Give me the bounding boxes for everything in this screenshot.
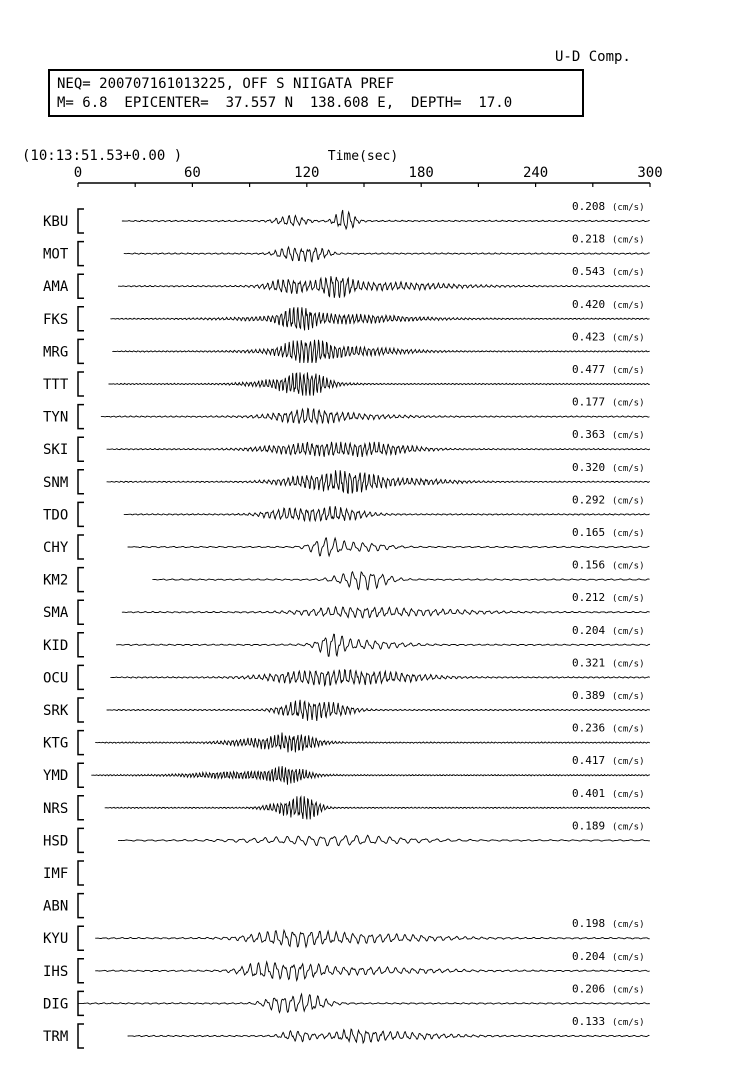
trace-ktg <box>43 722 650 755</box>
station-label: IMF <box>43 866 69 882</box>
peak-amplitude: 0.420 <box>572 297 606 311</box>
waveform <box>105 796 650 819</box>
amplitude-unit: (cm/s) <box>612 789 645 800</box>
trace-bracket <box>78 926 84 950</box>
peak-amplitude: 0.423 <box>572 330 606 344</box>
waveform <box>109 372 650 395</box>
amplitude-unit: (cm/s) <box>612 235 645 246</box>
peak-amplitude: 0.363 <box>572 428 606 442</box>
peak-amplitude: 0.543 <box>572 265 606 279</box>
station-label: MOT <box>43 246 69 263</box>
waveform <box>152 572 649 590</box>
trace-abn <box>43 894 84 918</box>
amplitude-unit: (cm/s) <box>612 985 645 996</box>
amplitude-unit: (cm/s) <box>612 952 645 963</box>
waveform <box>91 766 650 785</box>
peak-amplitude: 0.156 <box>572 558 606 572</box>
trace-tdo <box>43 493 650 526</box>
trace-kyu <box>43 917 650 950</box>
trace-bracket <box>78 731 84 755</box>
station-label: KM2 <box>43 572 69 589</box>
station-label: KYU <box>43 931 69 948</box>
x-tick-label: 180 <box>408 165 434 181</box>
station-label: OCU <box>43 670 69 687</box>
x-tick-label: 60 <box>183 165 201 181</box>
waveform <box>107 470 650 493</box>
amplitude-unit: (cm/s) <box>612 203 645 213</box>
waveform <box>107 442 650 457</box>
trace-ski <box>43 428 650 461</box>
peak-amplitude: 0.218 <box>572 232 606 246</box>
peak-amplitude: 0.292 <box>572 493 606 507</box>
trace-ihs <box>43 950 650 983</box>
station-label: AMA <box>43 279 69 296</box>
waveform <box>110 307 649 330</box>
trace-bracket <box>78 959 84 983</box>
start-time-label: (10:13:51.53+0.00 ) <box>22 148 183 164</box>
trace-dig <box>43 982 650 1015</box>
station-label: FKS <box>43 311 69 328</box>
waveform <box>122 607 650 618</box>
amplitude-unit: (cm/s) <box>612 333 645 344</box>
station-label: NRS <box>43 800 69 817</box>
event-line-2: M= 6.8 EPICENTER= 37.557 N 138.608 E, DEPTH= 17.0 <box>57 95 513 111</box>
amplitude-unit: (cm/s) <box>612 463 645 474</box>
waveform <box>107 700 650 721</box>
trace-bracket <box>78 372 84 396</box>
traces <box>43 200 650 1048</box>
x-tick-label: 240 <box>522 165 549 181</box>
trace-bracket <box>78 633 84 657</box>
peak-amplitude: 0.206 <box>572 982 606 996</box>
trace-chy <box>43 526 649 559</box>
axis-title: Time(sec) <box>327 149 399 164</box>
peak-amplitude: 0.204 <box>572 623 606 637</box>
waveform <box>95 962 650 981</box>
station-label: TTT <box>43 377 69 393</box>
waveform <box>110 670 649 686</box>
trace-bracket <box>78 437 84 461</box>
trace-trm <box>43 1015 649 1048</box>
station-label: HSD <box>43 833 69 850</box>
trace-ocu <box>43 656 650 689</box>
amplitude-unit: (cm/s) <box>612 561 645 572</box>
trace-mrg <box>43 330 650 363</box>
peak-amplitude: 0.236 <box>572 721 606 735</box>
amplitude-unit: (cm/s) <box>612 366 645 376</box>
trace-fks <box>43 298 650 331</box>
trace-nrs <box>43 787 650 820</box>
amplitude-unit: (cm/s) <box>612 659 645 670</box>
waveform <box>118 835 650 845</box>
peak-amplitude: 0.212 <box>572 591 606 605</box>
trace-bracket <box>78 339 84 363</box>
waveform <box>95 733 650 753</box>
trace-bracket <box>78 894 84 918</box>
waveform <box>124 247 650 262</box>
waveform <box>118 276 650 298</box>
trace-kid <box>43 624 650 657</box>
waveform <box>95 930 650 947</box>
station-label: KBU <box>43 214 69 230</box>
station-label: SRK <box>43 703 69 719</box>
peak-amplitude: 0.165 <box>572 526 606 539</box>
trace-bracket <box>78 274 84 298</box>
amplitude-unit: (cm/s) <box>612 398 645 409</box>
trace-snm <box>43 461 650 494</box>
station-label: TDO <box>43 507 69 524</box>
trace-bracket <box>78 698 84 722</box>
x-tick-label: 0 <box>73 165 83 181</box>
trace-bracket <box>78 568 84 592</box>
component-label: U-D Comp. <box>555 49 631 65</box>
trace-ymd <box>43 754 650 787</box>
trace-km2 <box>43 559 650 592</box>
waveform <box>122 210 650 229</box>
waveform <box>124 506 650 521</box>
trace-bracket <box>78 242 84 266</box>
amplitude-unit: (cm/s) <box>612 496 645 507</box>
amplitude-unit: (cm/s) <box>612 300 645 311</box>
trace-bracket <box>78 600 84 624</box>
station-label: SMA <box>43 605 69 622</box>
peak-amplitude: 0.401 <box>572 786 606 800</box>
peak-amplitude: 0.389 <box>572 689 606 702</box>
amplitude-unit: (cm/s) <box>612 529 645 539</box>
peak-amplitude: 0.208 <box>572 200 606 213</box>
amplitude-unit: (cm/s) <box>612 920 645 931</box>
peak-amplitude: 0.321 <box>572 656 606 670</box>
trace-bracket <box>78 796 84 820</box>
trace-bracket <box>78 209 84 233</box>
trace-bracket <box>78 307 84 331</box>
peak-amplitude: 0.177 <box>572 395 606 409</box>
amplitude-unit: (cm/s) <box>612 757 645 768</box>
waveform <box>116 634 650 656</box>
station-label: TYN <box>43 409 69 426</box>
time-axis <box>74 165 663 187</box>
event-line-1: NEQ= 200707161013225, OFF S NIIGATA PREF <box>57 76 395 92</box>
peak-amplitude: 0.189 <box>572 819 606 833</box>
trace-kbu <box>43 200 650 233</box>
station-label: YMD <box>43 768 69 785</box>
waveform <box>112 340 649 363</box>
peak-amplitude: 0.320 <box>572 460 606 474</box>
amplitude-unit: (cm/s) <box>612 724 645 735</box>
station-label: SKI <box>43 442 69 459</box>
amplitude-unit: (cm/s) <box>612 626 645 637</box>
station-label: DIG <box>43 996 69 1013</box>
peak-amplitude: 0.417 <box>572 754 606 768</box>
trace-imf <box>43 861 84 885</box>
trace-mot <box>43 233 650 266</box>
amplitude-unit: (cm/s) <box>612 1018 645 1028</box>
trace-hsd <box>43 819 650 852</box>
trace-bracket <box>78 535 84 559</box>
station-label: MRG <box>43 344 69 361</box>
station-label: ABN <box>43 898 69 915</box>
x-tick-label: 300 <box>637 165 663 181</box>
waveform <box>78 994 650 1013</box>
amplitude-unit: (cm/s) <box>612 822 645 833</box>
station-label: CHY <box>43 540 69 556</box>
amplitude-unit: (cm/s) <box>612 268 645 279</box>
trace-bracket <box>78 828 84 852</box>
peak-amplitude: 0.204 <box>572 949 606 963</box>
trace-srk <box>43 689 650 722</box>
trace-ttt <box>43 363 650 396</box>
waveform <box>128 538 650 556</box>
amplitude-unit: (cm/s) <box>612 692 645 702</box>
trace-bracket <box>78 763 84 787</box>
trace-ama <box>43 265 650 298</box>
station-label: TRM <box>43 1029 69 1045</box>
trace-bracket <box>78 665 84 689</box>
waveform <box>128 1029 650 1043</box>
trace-tyn <box>43 396 649 429</box>
trace-bracket <box>78 1024 84 1048</box>
peak-amplitude: 0.477 <box>572 363 606 376</box>
x-tick-label: 120 <box>294 165 320 181</box>
trace-bracket <box>78 405 84 429</box>
trace-sma <box>43 591 650 624</box>
amplitude-unit: (cm/s) <box>612 431 645 442</box>
station-label: KTG <box>43 735 69 752</box>
station-label: IHS <box>43 963 69 980</box>
trace-bracket <box>78 470 84 494</box>
trace-bracket <box>78 861 84 885</box>
peak-amplitude: 0.133 <box>572 1015 606 1028</box>
trace-bracket <box>78 502 84 526</box>
peak-amplitude: 0.198 <box>572 917 606 931</box>
station-label: KID <box>43 637 69 654</box>
station-label: SNM <box>43 474 69 491</box>
amplitude-unit: (cm/s) <box>612 594 645 605</box>
waveform <box>101 408 650 423</box>
